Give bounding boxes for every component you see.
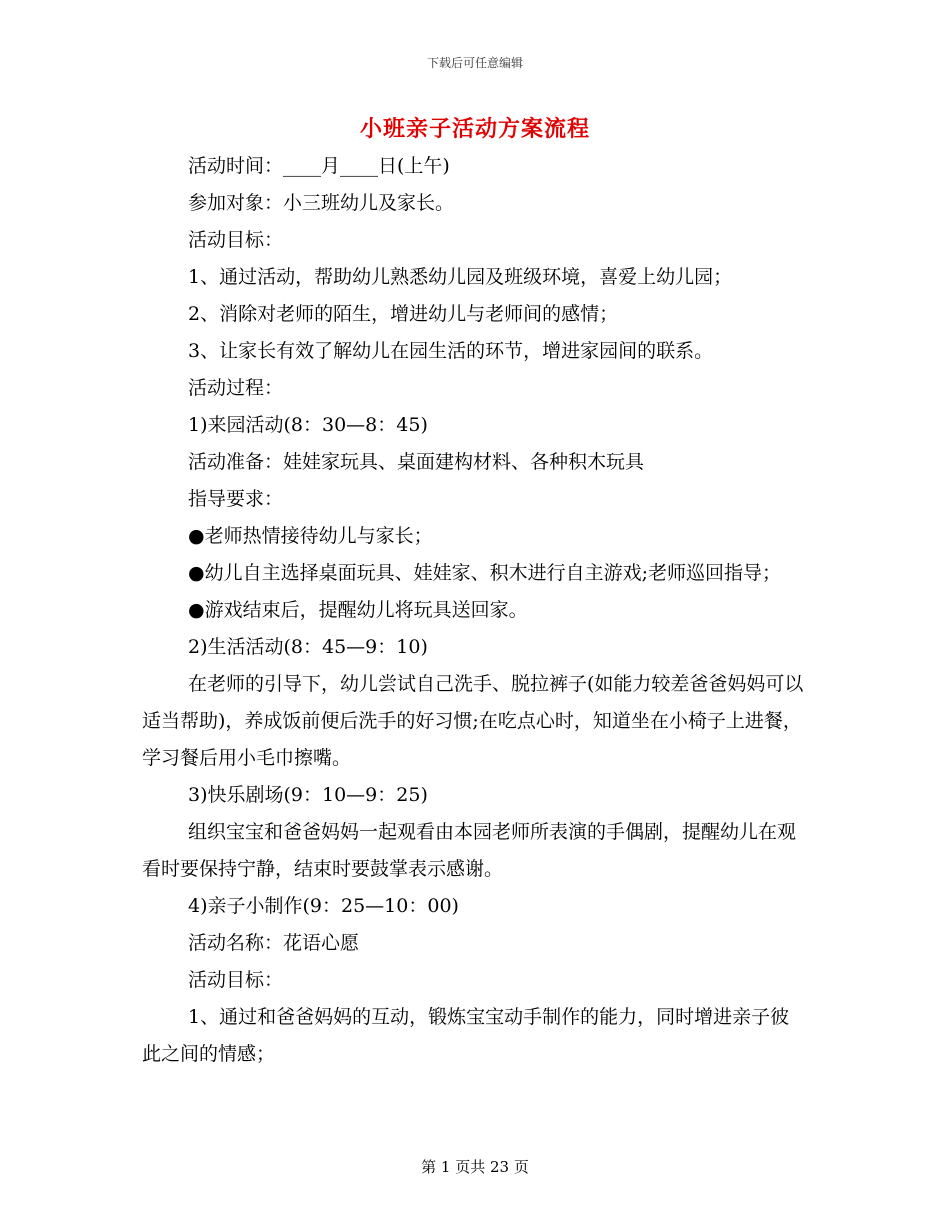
paragraph-handcraft-goals-heading: 活动目标： xyxy=(188,969,284,991)
paragraph-handcraft: 4)亲子小制作(9：25—10：00) xyxy=(188,895,459,917)
paragraph-life-activity-body: 在老师的引导下，幼儿尝试自己洗手、脱拉裤子(如能力较差爸爸妈妈可以适当帮助)，养成饭前便后洗手的好习惯;在吃点心时，知道坐在小椅子上进餐，学习餐后用小毛巾擦嘴。 xyxy=(142,673,804,769)
paragraph-life-activity: 2)生活活动(8：45—9：10) xyxy=(188,636,428,658)
paragraph-handcraft-goal-1: 1、通过和爸爸妈妈的互动，锻炼宝宝动手制作的能力，同时增进亲子彼此之间的情感； xyxy=(142,1006,790,1065)
paragraph-process-heading: 活动过程： xyxy=(188,377,284,399)
paragraph-goal-1: 1、通过活动，帮助幼儿熟悉幼儿园及班级环境，喜爱上幼儿园； xyxy=(188,266,733,288)
paragraph-bullet-3: ●游戏结束后，提醒幼儿将玩具送回家。 xyxy=(188,599,528,621)
paragraph-bullet-1: ●老师热情接待幼儿与家长； xyxy=(188,525,433,547)
paragraph-participants: 参加对象：小三班幼儿及家长。 xyxy=(188,192,455,214)
paragraph-goal-3: 3、让家长有效了解幼儿在园生活的环节，增进家园间的联系。 xyxy=(188,340,714,362)
page-footer: 第 1 页共 23 页 xyxy=(421,1158,529,1176)
paragraph-theater-body: 组织宝宝和爸爸妈妈一起观看由本园老师所表演的手偶剧，提醒幼儿在观看时要保持宁静，结束时要鼓掌表示感谢。 xyxy=(142,821,797,880)
paragraph-activity-time: 活动时间：____月____日(上午) xyxy=(188,155,450,177)
paragraph-activity-name: 活动名称：花语心愿 xyxy=(188,932,360,954)
paragraph-preparation: 活动准备：娃娃家玩具、桌面建构材料、各种积木玩具 xyxy=(188,451,645,473)
document-body xyxy=(142,148,808,1073)
paragraph-theater: 3)快乐剧场(9：10—9：25) xyxy=(188,784,428,806)
document-title: 小班亲子活动方案流程 xyxy=(359,116,590,142)
paragraph-bullet-2: ●幼儿自主选择桌面玩具、娃娃家、积木进行自主游戏;老师巡回指导； xyxy=(188,562,781,584)
paragraph-guidance-heading: 指导要求： xyxy=(188,488,284,510)
header-note: 下载后可任意编辑 xyxy=(426,56,523,70)
paragraph-goal-2: 2、消除对老师的陌生，增进幼儿与老师间的感情； xyxy=(188,303,619,325)
paragraph-arrival-activity: 1)来园活动(8：30—8：45) xyxy=(188,414,428,436)
paragraph-goals-heading: 活动目标： xyxy=(188,229,284,251)
